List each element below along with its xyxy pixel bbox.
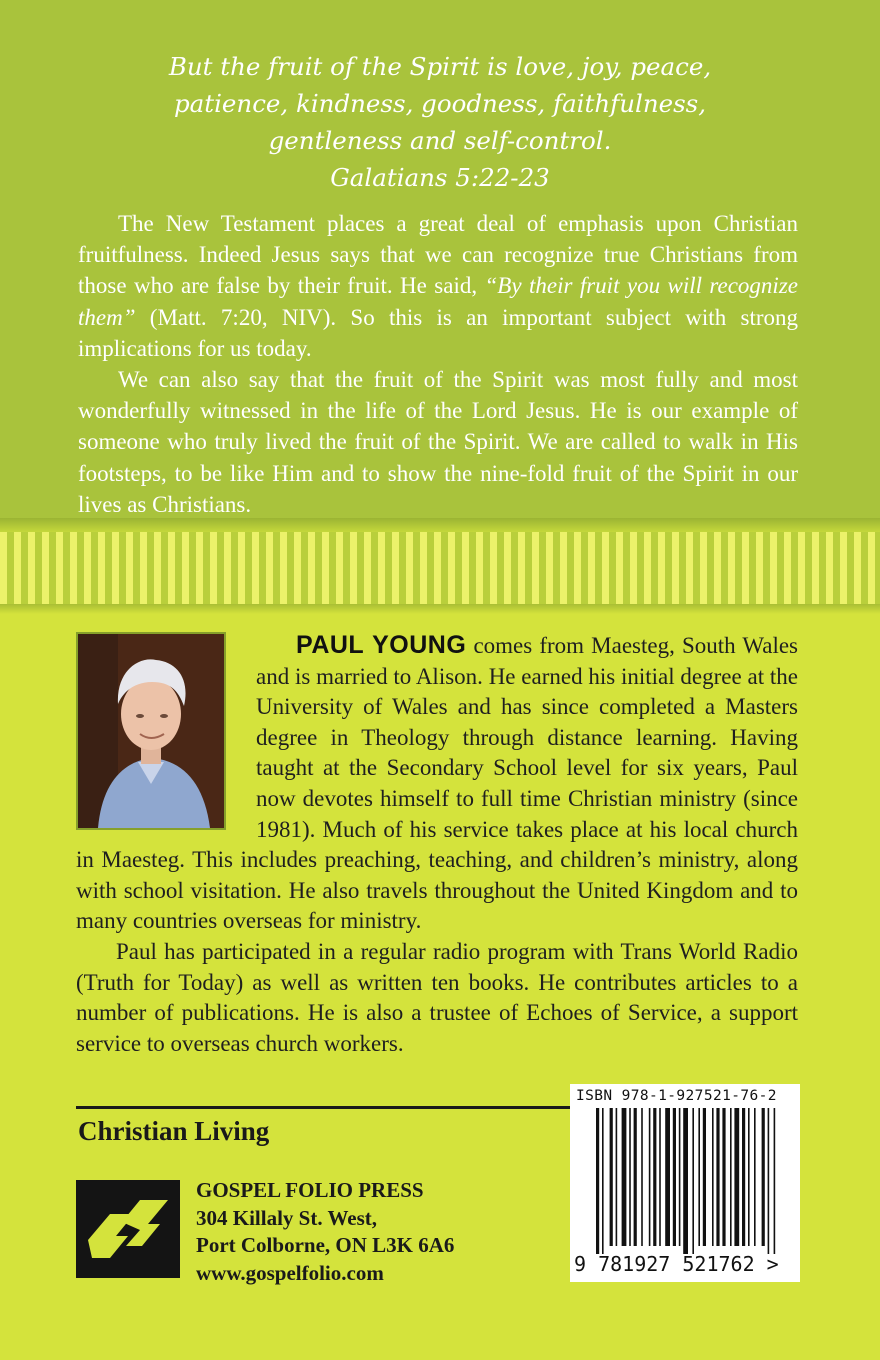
description-text: The New Testament places a great deal of emphasis upon Christian fruitfulness. Indeed Jesus says that we can recognize true Christians from those who are false by their fruit. He said, <box>78 211 798 299</box>
barcode-bar <box>610 1108 613 1246</box>
bio-text: comes from Maesteg, South Wales and is married to Alison. He earned his initial degree at the University of Wales and has since completed a Masters degree in Theology through distance learning. Having taught at the Secondary School level for six years, Paul now devotes himself to full time Christian ministry (since 1981). Much of his service takes place at his local church in Maesteg. This includes preaching, teaching, and children’s ministry, along with school visitation. He also travels throughout the United Kingdom and to many countries overseas for ministry. <box>76 633 799 934</box>
stripe-band <box>0 532 880 604</box>
publisher-logo-icon <box>76 1180 180 1278</box>
bio-paragraph: Paul has participated in a regular radio program with Trans World Radio (Truth for Today) as well as written ten books. He contributes articles to a number of publications. He is also a trustee of Echoes of Service, a support service to overseas church workers. <box>76 938 798 1056</box>
publisher-website: www.gospelfolio.com <box>196 1260 384 1285</box>
author-name: PAUL YOUNG <box>296 631 467 659</box>
barcode-bar <box>602 1108 604 1254</box>
verse-reference: Galatians 5:22-23 <box>330 163 550 192</box>
author-bio <box>76 630 798 1059</box>
barcode-bar <box>774 1108 776 1254</box>
category-label: Christian Living <box>78 1116 270 1146</box>
barcode-bar <box>742 1108 745 1246</box>
barcode-bar <box>596 1108 599 1254</box>
barcode-digits: 9 781927 521762 > <box>574 1252 779 1276</box>
barcode-bar <box>698 1108 700 1246</box>
publisher-info <box>196 1177 454 1287</box>
barcode-bar <box>692 1108 694 1254</box>
barcode-bar <box>734 1108 739 1246</box>
barcode-bar <box>629 1108 631 1246</box>
barcode-bar <box>649 1108 651 1246</box>
description-quote: “By their fruit you will recognize them” <box>78 273 798 330</box>
verse-line: patience, kindness, goodness, faithfulness, <box>173 89 707 118</box>
barcode-bar <box>768 1108 770 1254</box>
barcode-bar <box>762 1108 765 1246</box>
panel-shadow <box>0 518 880 532</box>
isbn-label: ISBN 978-1-927521-76-2 <box>576 1088 777 1104</box>
barcode-bar <box>634 1108 637 1246</box>
publisher-address: Port Colborne, ON L3K 6A6 <box>196 1233 455 1257</box>
barcode-bars <box>570 1084 800 1254</box>
book-description <box>78 208 798 520</box>
barcode-bar <box>748 1108 750 1246</box>
publisher-name: GOSPEL FOLIO PRESS <box>196 1178 424 1202</box>
photo-spacer <box>76 630 256 828</box>
stripe-shadow <box>0 604 880 614</box>
barcode-bar <box>673 1108 676 1246</box>
verse-line: gentleness and self-control. <box>268 126 612 155</box>
description-paragraph <box>78 208 798 364</box>
description-paragraph: We can also say that the fruit of the Spirit was most fully and most wonderfully witnessed in the life of the Lord Jesus. He is our example of someone who truly lived the fruit of the Spirit. We are called to walk in His footsteps, to be like Him and to show the nine-fold fruit of the Spirit in our lives as Christians. <box>78 367 798 517</box>
scripture-verse <box>120 48 760 196</box>
barcode-bar <box>754 1108 756 1246</box>
barcode-bar <box>641 1108 643 1246</box>
publisher-logo <box>76 1180 180 1278</box>
barcode-bar <box>616 1108 618 1246</box>
description-text: (Matt. 7:20, NIV). So this is an important subject with strong implications for us today. <box>78 304 798 361</box>
barcode-panel <box>570 1084 800 1282</box>
barcode-bar <box>712 1108 714 1246</box>
barcode-bar <box>679 1108 681 1246</box>
barcode-bar <box>622 1108 627 1246</box>
barcode-bar <box>665 1108 670 1246</box>
category-divider <box>76 1106 570 1109</box>
barcode-bar <box>683 1108 688 1254</box>
barcode-bar <box>703 1108 706 1246</box>
barcode-bar <box>722 1108 725 1246</box>
barcode-bar <box>659 1108 661 1246</box>
verse-line: But the fruit of the Spirit is love, joy, peace, <box>168 52 712 81</box>
publisher-address: 304 Killaly St. West, <box>196 1205 378 1230</box>
barcode-bar <box>653 1108 656 1246</box>
barcode-bar <box>716 1108 719 1246</box>
barcode-bar <box>730 1108 732 1246</box>
